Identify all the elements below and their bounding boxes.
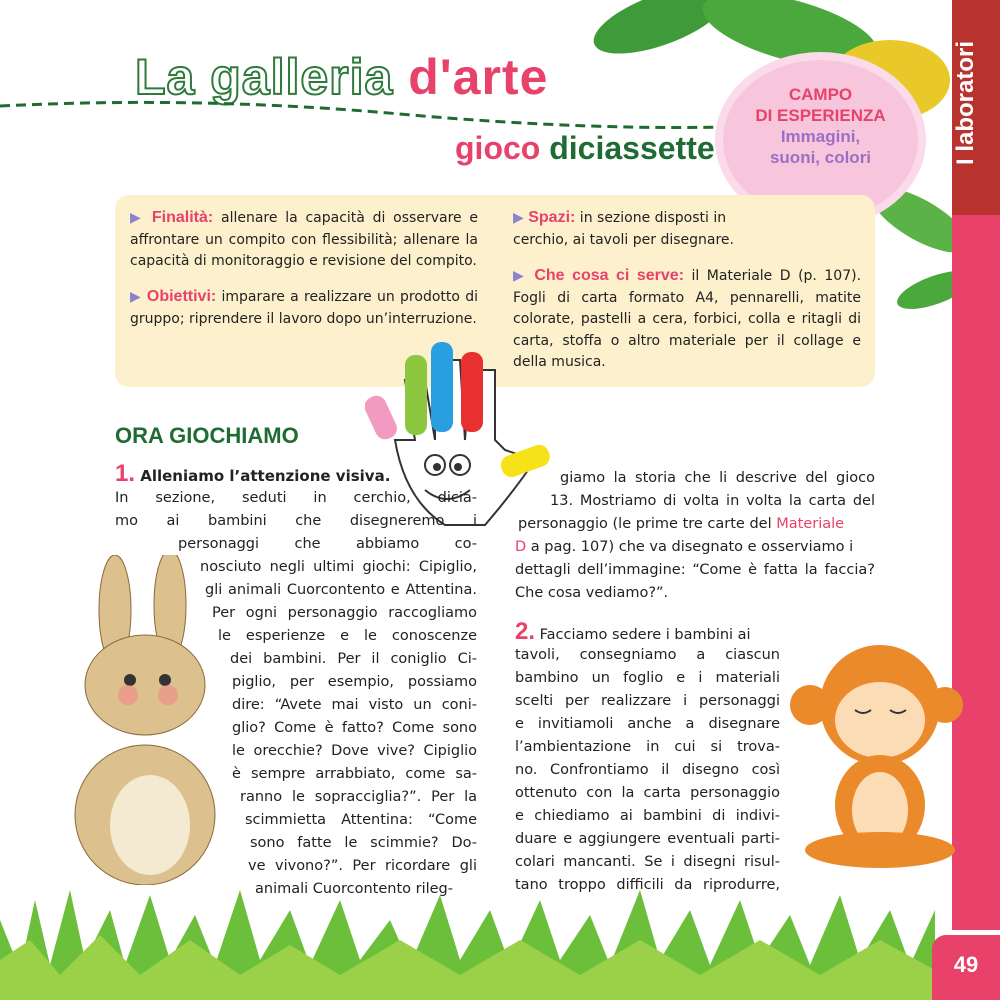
- section-tab-label: I laboratori: [952, 0, 1000, 215]
- step1-heading: [115, 460, 390, 488]
- finalita-text: allenare la capacità di osservare e affrontare un compito con flessibilità; allenare la capacità di monitoraggio e revisione del compito.: [130, 210, 479, 269]
- text-line: gli animali Cuorcontento e Attentina.: [205, 582, 477, 598]
- text-line: e invitiamoli anche a disegnare: [515, 716, 780, 732]
- title-part1: La galleria: [135, 49, 409, 105]
- text-line: tano troppo difficili da riprodurre,: [515, 877, 780, 893]
- rabbit-illustration: [60, 555, 230, 885]
- step2-number: 2.: [515, 618, 536, 645]
- text-line: scimmietta Attentina: “Come: [245, 812, 477, 828]
- serve-text: il Materiale D (p. 107). Fogli di carta formato A4, pennarelli, matite colorate, pastelli a cera, forbici, colla e ritagli di carta, stoffa o altro materiale per il collage e della musica.: [513, 268, 862, 370]
- text-line: le esperienze e le conoscenze: [218, 628, 477, 644]
- title-part2: d'arte: [408, 49, 549, 105]
- text-line: l’ambientazione in cui si trova-: [515, 739, 780, 755]
- obiettivi-paragraph: [130, 287, 478, 330]
- text-line: Che cosa vediamo?”.: [515, 585, 669, 601]
- text-line: è sempre arrabbiato, come sa-: [232, 766, 477, 782]
- section-heading: ORA GIOCHIAMO: [115, 423, 299, 448]
- step1-title: Alleniamo l’attenzione visiva.: [135, 467, 391, 485]
- text-line: dire: “Avete mai visto un coni-: [232, 697, 477, 713]
- spazi-label: Spazi:: [528, 209, 576, 226]
- game-subtitle: [455, 130, 715, 167]
- campo-line2: DI ESPERIENZA: [755, 106, 886, 125]
- finalita-label: Finalità:: [151, 209, 214, 226]
- campo-line1: CAMPO: [788, 85, 853, 104]
- materiale-link: Materiale: [776, 516, 845, 532]
- text-line: piglio, per esempio, possiamo: [232, 674, 477, 690]
- text-line: le orecchie? Dove vive? Cipiglio: [232, 743, 477, 759]
- text-line: bambino un foglio e i materiali: [515, 670, 780, 686]
- campo-line3: Immagini,: [780, 127, 861, 146]
- obiettivi-label: Obiettivi:: [146, 288, 217, 305]
- text-line: sono fatte le scimmie? Do-: [250, 835, 477, 851]
- spazi-text: in sezione disposti in cerchio, ai tavoli per disegnare.: [513, 210, 734, 248]
- finalita-paragraph: [130, 208, 478, 273]
- text-line: ranno le sopracciglia?”. Per la: [240, 789, 477, 805]
- serve-paragraph: [513, 266, 861, 374]
- text-line: D a pag. 107) che va disegnato e osserviamo i: [515, 539, 854, 555]
- page-number: 49: [932, 935, 1000, 1000]
- obiettivi-text: imparare a realizzare un prodotto di gruppo; riprendere il lavoro dopo un’interruzione.: [130, 289, 478, 327]
- text-line: ve vivono?”. Per ricordare gli: [248, 858, 477, 874]
- text-line: glio? Come è fatto? Come sono: [232, 720, 477, 736]
- text-line: mo ai bambini che disegneremo i: [115, 513, 477, 529]
- triangle-bullet-icon: ▶: [513, 268, 527, 284]
- text-line: Per ogni personaggio raccogliamo: [212, 605, 477, 621]
- text-line: giamo la storia che li descrive del gioco: [560, 470, 875, 486]
- text-line: nosciuto negli ultimi giochi: Cipiglio,: [200, 559, 477, 575]
- text-line: ottenuto con la carta personaggio: [515, 785, 780, 801]
- step2-first-line: [515, 618, 751, 646]
- spazi-paragraph: [513, 208, 763, 251]
- step1-number: 1.: [115, 460, 136, 487]
- text-line: 13. Mostriamo di volta in volta la carta del: [550, 493, 875, 509]
- text-line: personaggio (le prime tre carte del Materiale: [518, 516, 845, 532]
- text-line: tavoli, consegniamo a ciascun: [515, 647, 780, 663]
- triangle-bullet-icon: ▶: [130, 289, 142, 305]
- triangle-bullet-icon: ▶: [513, 210, 524, 226]
- text-line: e chiediamo ai bambini di indivi-: [515, 808, 780, 824]
- text-line: personaggi che abbiamo co-: [178, 536, 477, 552]
- subtitle-part2: diciassette: [549, 130, 715, 166]
- text-line: scelti per realizzare i personaggi: [515, 693, 780, 709]
- grass-decoration: [0, 880, 1000, 1000]
- text-line: animali Cuorcontento rileg-: [255, 881, 453, 897]
- campo-line4: suoni, colori: [769, 148, 872, 167]
- text-line: In sezione, seduti in cerchio, dicia-: [115, 490, 477, 506]
- triangle-bullet-icon: ▶: [130, 210, 145, 226]
- text-line: no. Confrontiamo il disegno così: [515, 762, 780, 778]
- text-line: duare e aggiungere eventuali parti-: [515, 831, 780, 847]
- step2-line: Facciamo sedere i bambini ai: [535, 627, 751, 643]
- text-line: dettagli dell’immagine: “Come è fatta la faccia?: [515, 562, 875, 578]
- text-line: dei bambini. Per il coniglio Ci-: [230, 651, 477, 667]
- subtitle-part1: gioco: [455, 130, 550, 166]
- monkey-illustration: [785, 635, 965, 870]
- materiale-link: D: [515, 539, 527, 555]
- serve-label: Che cosa ci serve:: [534, 267, 685, 284]
- text-line: colari mancanti. Se i disegni risul-: [515, 854, 780, 870]
